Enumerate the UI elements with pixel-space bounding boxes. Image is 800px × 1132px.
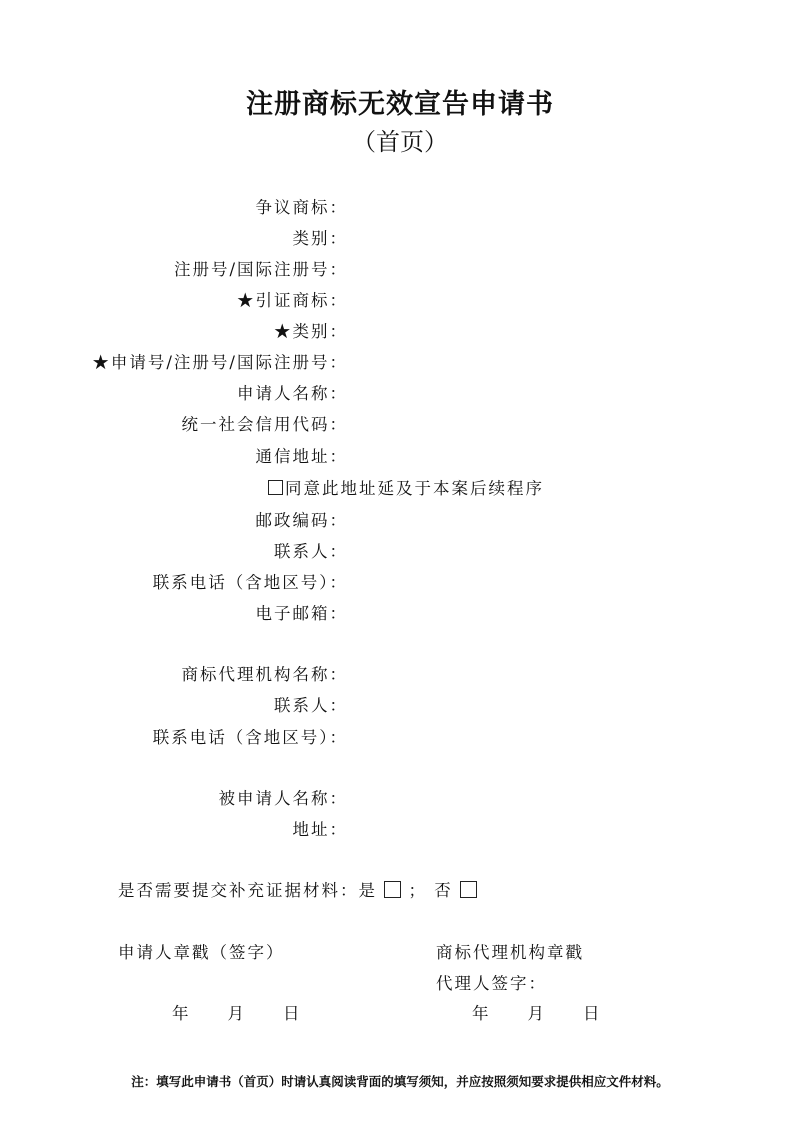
- field-agency-contact: 联系人：: [274, 696, 348, 715]
- field-mailing-address: 通信地址：: [255, 447, 348, 466]
- supplement-yes-checkbox[interactable]: [384, 881, 401, 898]
- address-consent-option: [266, 479, 544, 499]
- address-consent-label: 同意此地址延及于本案后续程序: [285, 479, 544, 498]
- field-contact-phone: 联系电话（含地区号）：: [152, 573, 348, 592]
- applicant-seal-label: 申请人章戳（签字）: [118, 943, 285, 962]
- field-applicant-name: 申请人名称：: [237, 384, 348, 403]
- field-agency-name: 商标代理机构名称：: [181, 665, 348, 684]
- field-contact-person: 联系人：: [274, 542, 348, 561]
- field-postal-code: 邮政编码：: [255, 511, 348, 530]
- field-email: 电子邮箱：: [255, 604, 348, 623]
- agency-date: 年 月 日: [472, 1004, 602, 1023]
- field-disputed-trademark: 争议商标：: [255, 198, 348, 217]
- field-class: 类别：: [292, 229, 348, 248]
- field-cited-application-number: ★申请号/注册号/国际注册号：: [92, 353, 348, 372]
- field-respondent-address: 地址：: [292, 820, 348, 839]
- supplement-question-row: [118, 881, 477, 901]
- supplement-question: 是否需要提交补充证据材料：: [118, 881, 359, 900]
- address-consent-checkbox[interactable]: [268, 480, 283, 495]
- agent-signature-label: 代理人签字：: [436, 974, 547, 993]
- supplement-yes-label: 是: [358, 881, 377, 900]
- footnote: 注：填写此申请书（首页）时请认真阅读背面的填写须知，并应按照须知要求提供相应文件材料。: [131, 1074, 669, 1089]
- field-registration-number: 注册号/国际注册号：: [173, 260, 348, 279]
- supplement-no-checkbox[interactable]: [460, 881, 477, 898]
- field-respondent-name: 被申请人名称：: [218, 789, 348, 808]
- field-cited-class: ★类别：: [274, 322, 348, 341]
- supplement-no-label: 否: [434, 881, 453, 900]
- field-credit-code: 统一社会信用代码：: [181, 415, 348, 434]
- supplement-separator: ；: [408, 881, 427, 900]
- field-cited-trademark: ★引证商标：: [237, 291, 348, 310]
- document-title: 注册商标无效宣告申请书: [246, 89, 554, 120]
- agency-seal-label: 商标代理机构章戳: [436, 943, 584, 962]
- document-subtitle: （首页）: [352, 128, 448, 156]
- applicant-date: 年 月 日: [172, 1004, 302, 1023]
- field-agency-phone: 联系电话（含地区号）：: [152, 728, 348, 747]
